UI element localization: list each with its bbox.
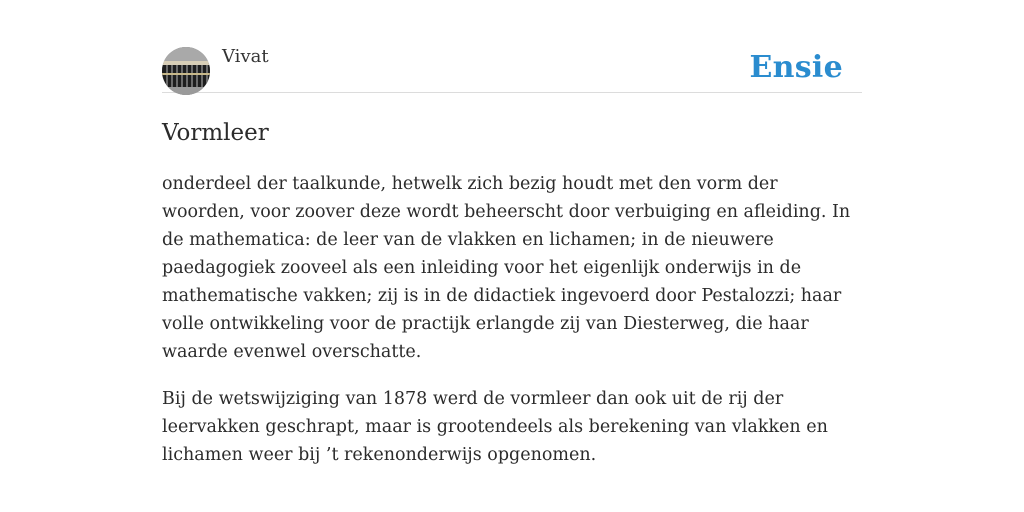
brand-logo[interactable]: Ensie [749, 50, 843, 85]
bookshelf-icon [162, 47, 210, 95]
entry-paragraph: Bij de wetswijziging van 1878 werd de vormleer dan ook uit de rij der leervakken geschrapt, maar is grootendeels als berekening van vlakken en lichamen weer bij ’t rekenonderwijs opgenomen. [162, 389, 828, 465]
entry-paragraph: onderdeel der taalkunde, hetwelk zich bezig houdt met den vorm der woorden, voor zoover deze wordt beheerscht door verbuiging en afleiding. In de mathematica: de leer van de vlakken en lichamen; in de nieuwere paedagogiek zooveel als een inleiding voor het eigenlijk onderwijs in de mathematische vakken; zij is in de didactiek ingevoerd door Pestalozzi; haar volle ontwikkeling voor de practijk erlangde zij van Diesterweg, die haar waarde evenwel overschatte. [162, 174, 851, 362]
entry-header [162, 40, 862, 93]
entry-title: Vormleer [162, 120, 269, 146]
author-avatar[interactable] [162, 47, 210, 95]
entry-card [162, 40, 862, 469]
author-name[interactable]: Vivat [222, 46, 269, 67]
